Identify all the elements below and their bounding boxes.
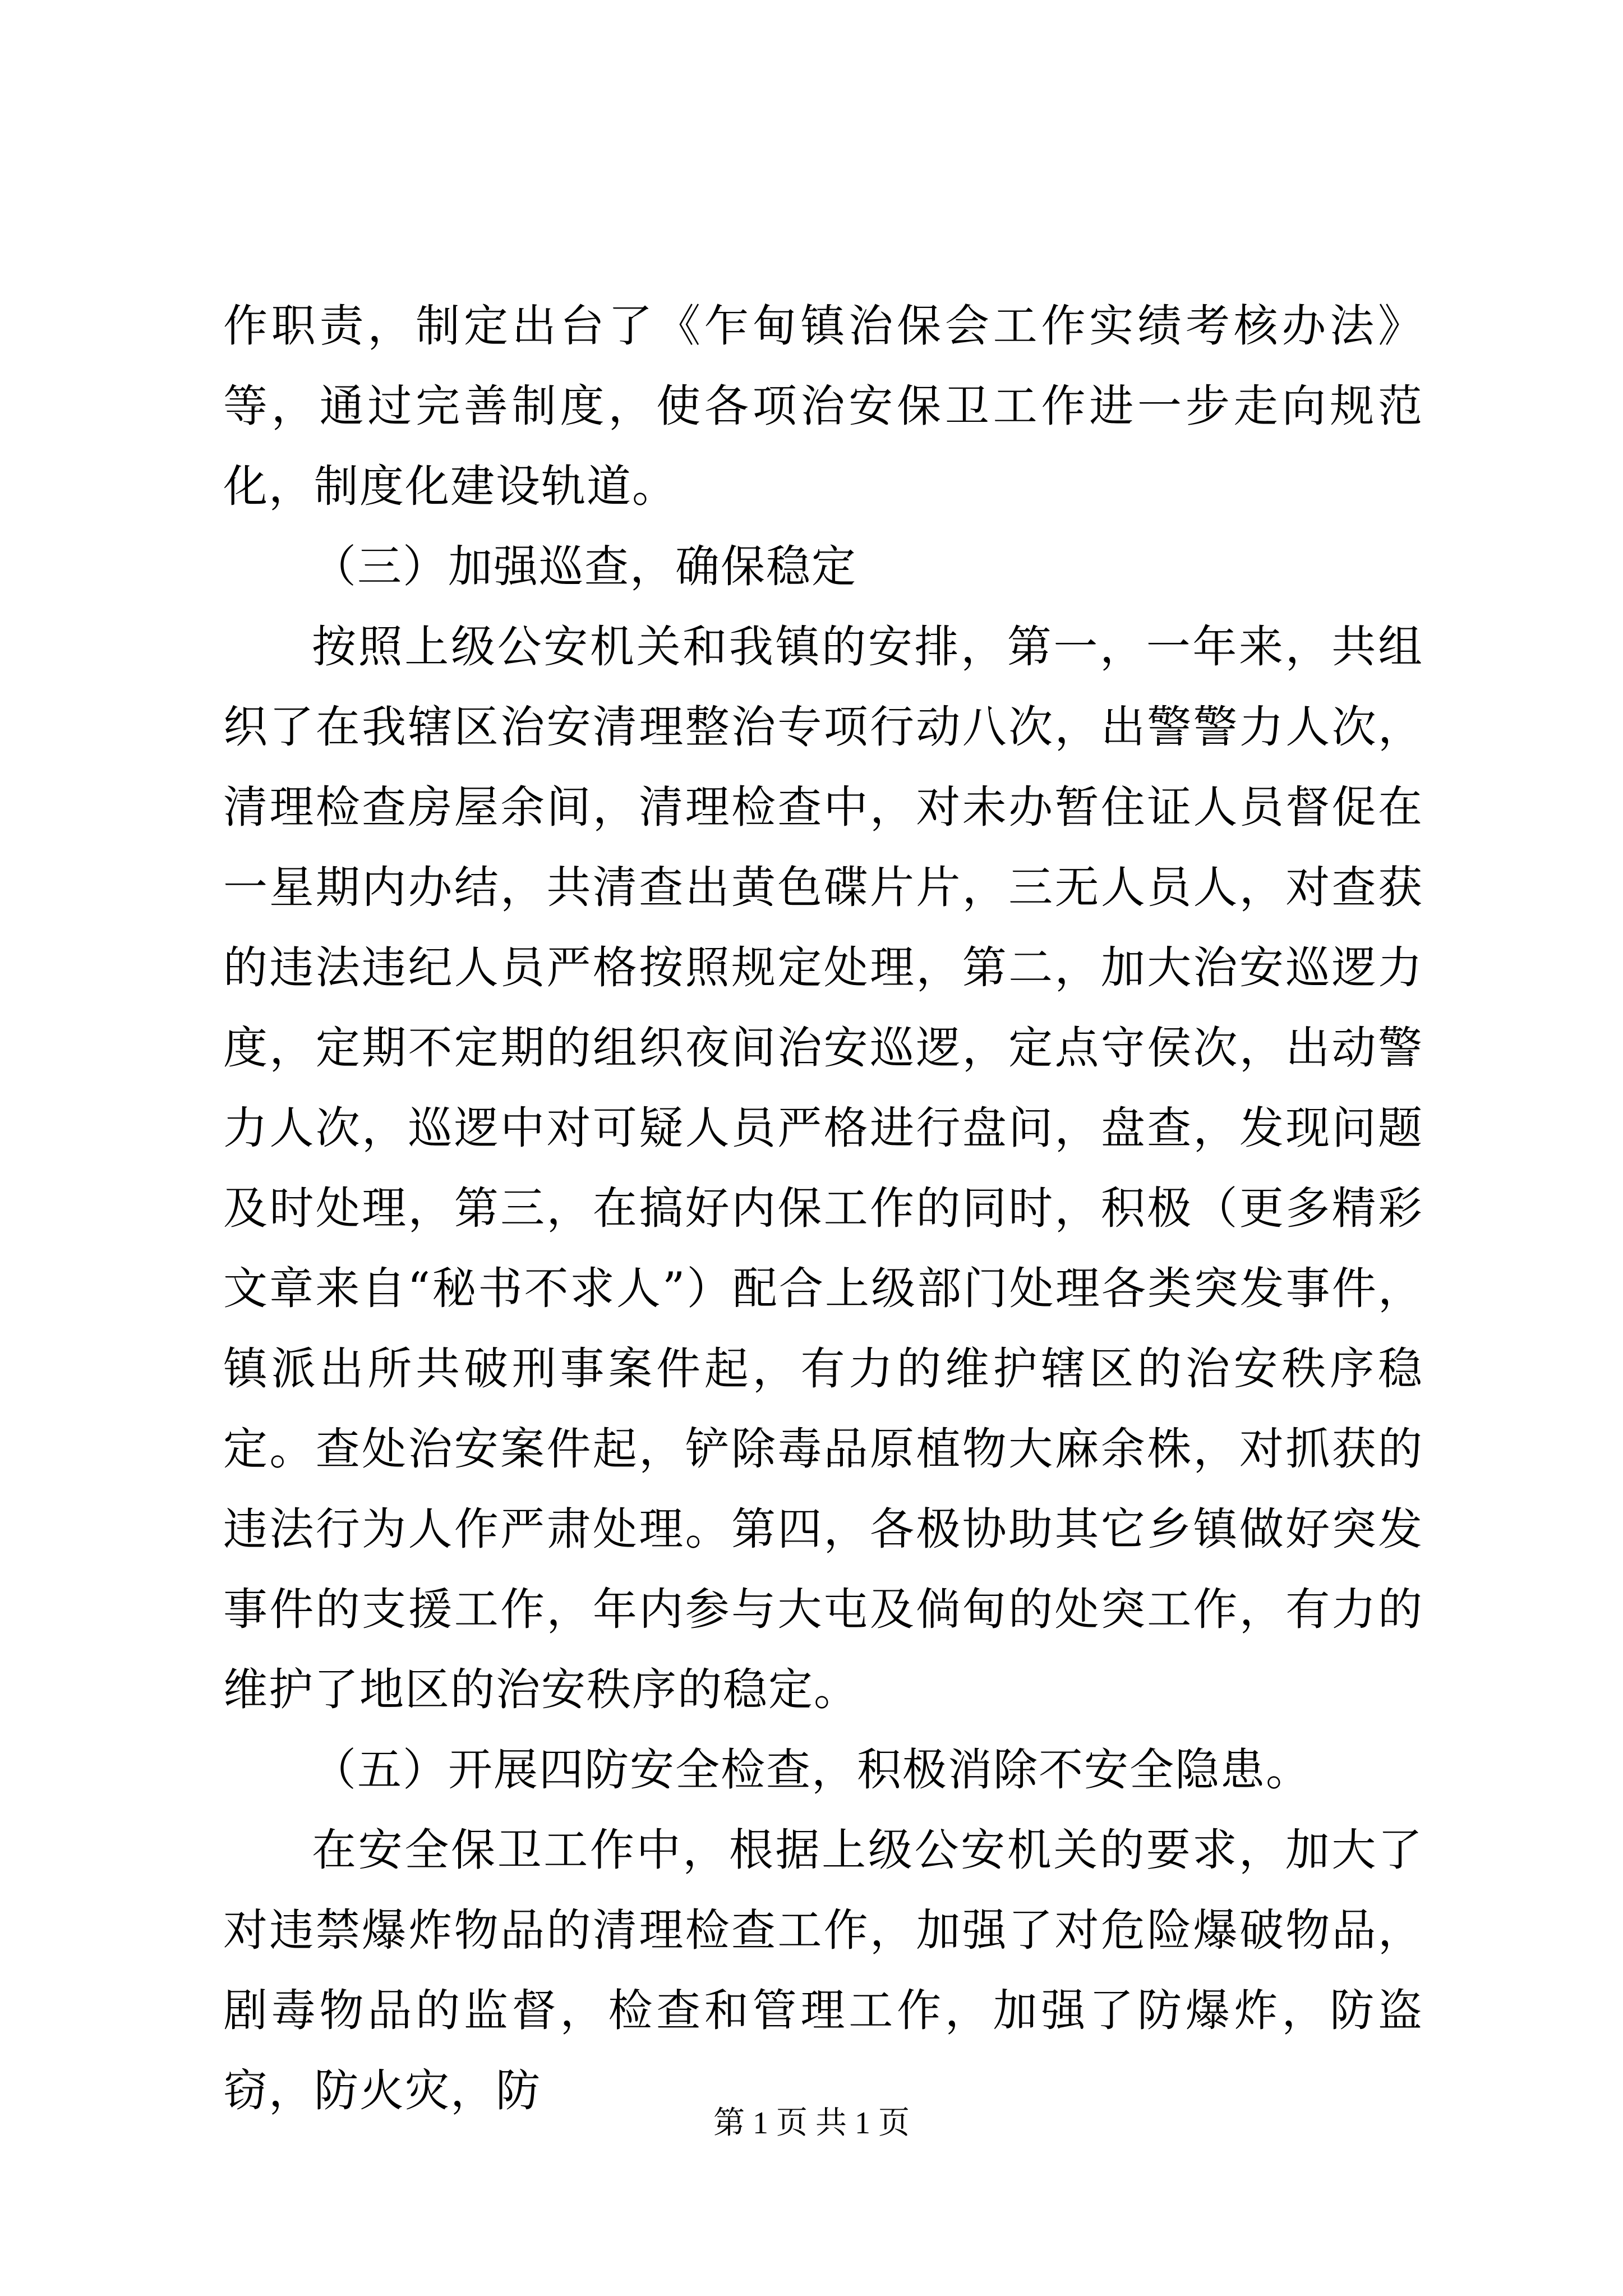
section-heading-three: （三）加强巡查，确保稳定 — [312, 541, 857, 592]
section-heading-five: （五）开展四防安全检查，积极消除不安全隐患。 — [312, 1744, 1311, 1796]
paragraph-patrol: 按照上级公安机关和我镇的安排，第一，一年来，共组织了在我辖区治安清理整治专项行动八次，出警警力人次，清理检查房屋余间，清理检查中，对未办暂住证人员督促在一星期内办结，共清查出黄色碟片片，三无人员人，对查获的违法违纪人员严格按照规定处理，第二，加大治安巡逻力度，定期不定期的组织夜间治安巡逻，定点守侯次，出动警力人次，巡逻中对可疑人员严格进行盘问，盘查，发现问题及时处理，第三，在搞好内保工作的同时，积极（更多精彩文章来自“秘书不求人”）配合上级部门处理各类突发事件，镇派出所共破刑事案件起，有力的维护辖区的治安秩序稳定。查处治安案件起，铲除毒品原植物大麻余株，对抓获的违法行为人作严肃处理。第四，各极协助其它乡镇做好突发事件的支援工作，年内参与大屯及倘甸的处突工作，有力的维护了地区的治安秩序的稳定。 — [223, 621, 1423, 1715]
paragraph-continuation: 作职责，制定出台了《乍甸镇治保会工作实绩考核办法》等，通过完善制度，使各项治安保卫工作进一步走向规范化，制度化建设轨道。 — [223, 300, 1423, 512]
paragraph-safety: 在安全保卫工作中，根据上级公安机关的要求，加大了对违禁爆炸物品的清理检查工作，加强了对危险爆破物品，剧毒物品的监督，检查和管理工作，加强了防爆炸，防盗窃，防火灾，防 — [223, 1824, 1423, 2116]
document-body — [223, 286, 1423, 2131]
page-number-label: 第 1 页 共 1 页 — [713, 2106, 910, 2141]
page-footer — [0, 2101, 1623, 2146]
